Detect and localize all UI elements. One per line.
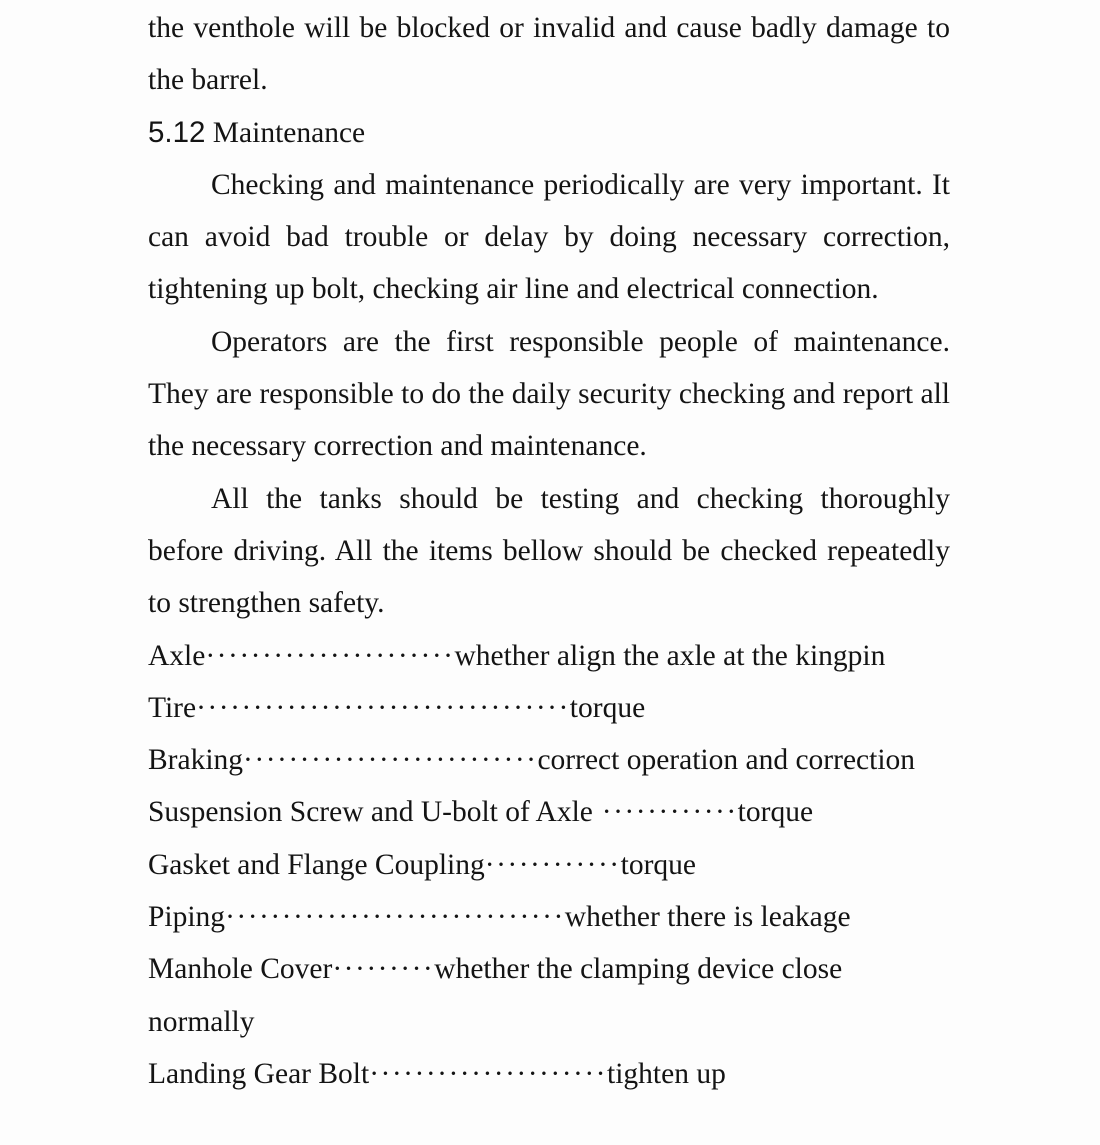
checklist-item-note: whether the clamping device close normally: [148, 953, 843, 1038]
checklist-item-note: whether align the axle at the kingpin: [454, 639, 886, 672]
checklist-item-label: Landing Gear Bolt: [148, 1057, 370, 1090]
section-title: Maintenance: [205, 116, 366, 149]
paragraph-continuation: the venthole will be blocked or invalid and cause badly damage to the barrel.: [148, 12, 950, 97]
checklist-item-label: Braking: [148, 744, 244, 777]
section-number: 5.12: [148, 115, 206, 149]
dotted-leader: ······················: [205, 639, 455, 672]
checklist-item-axle: [148, 630, 950, 682]
checklist-item-label: Axle: [148, 639, 206, 672]
dotted-leader: ············: [592, 796, 738, 829]
checklist-item-note: whether there is leakage: [564, 901, 851, 934]
checklist-item-landing-gear: [148, 1048, 950, 1100]
checklist-item-piping: [148, 891, 950, 943]
checklist-item-tire: [148, 682, 950, 734]
checklist-item-note: correct operation and correction: [537, 744, 916, 777]
dotted-leader: ·········: [332, 953, 435, 986]
checklist-item-label: Piping: [148, 901, 226, 934]
checklist-item-label: Gasket and Flange Coupling: [148, 848, 485, 881]
dotted-leader: ············: [484, 848, 621, 881]
paragraph-checking-maintenance: Checking and maintenance periodically are very important. It can avoid bad trouble or delay by doing necessary correction, tightening up bolt, checking air line and electrical connection.: [148, 168, 950, 306]
checklist-item-note: torque: [737, 796, 814, 829]
dotted-leader: ·································: [196, 691, 570, 724]
checklist-item-note: torque: [569, 691, 646, 724]
dotted-leader: ·····················: [369, 1057, 608, 1090]
checklist-item-label: Suspension Screw and U-bolt of Axle: [148, 796, 593, 829]
checklist-item-label: Tire: [148, 691, 197, 724]
checklist-item-note: tighten up: [607, 1057, 726, 1090]
paragraph-operators: Operators are the first responsible people of maintenance. They are responsible to do the daily security checking and report all the necessary correction and maintenance.: [148, 325, 950, 463]
checklist-item-label: Manhole Cover: [148, 953, 333, 986]
section-heading: [148, 107, 950, 159]
checklist-item-braking: [148, 734, 950, 786]
checklist-item-suspension: [148, 786, 950, 838]
checklist-item-note: torque: [620, 848, 697, 881]
checklist-item-gasket: [148, 839, 950, 891]
dotted-leader: ······························: [225, 901, 565, 934]
paragraph-tanks-testing: All the tanks should be testing and checking thoroughly before driving. All the items bellow should be checked repeatedly to strengthen safety.: [148, 482, 950, 620]
dotted-leader: ··························: [243, 744, 538, 777]
maintenance-checklist: [148, 630, 950, 1101]
checklist-item-manhole-cover: [148, 943, 950, 1048]
